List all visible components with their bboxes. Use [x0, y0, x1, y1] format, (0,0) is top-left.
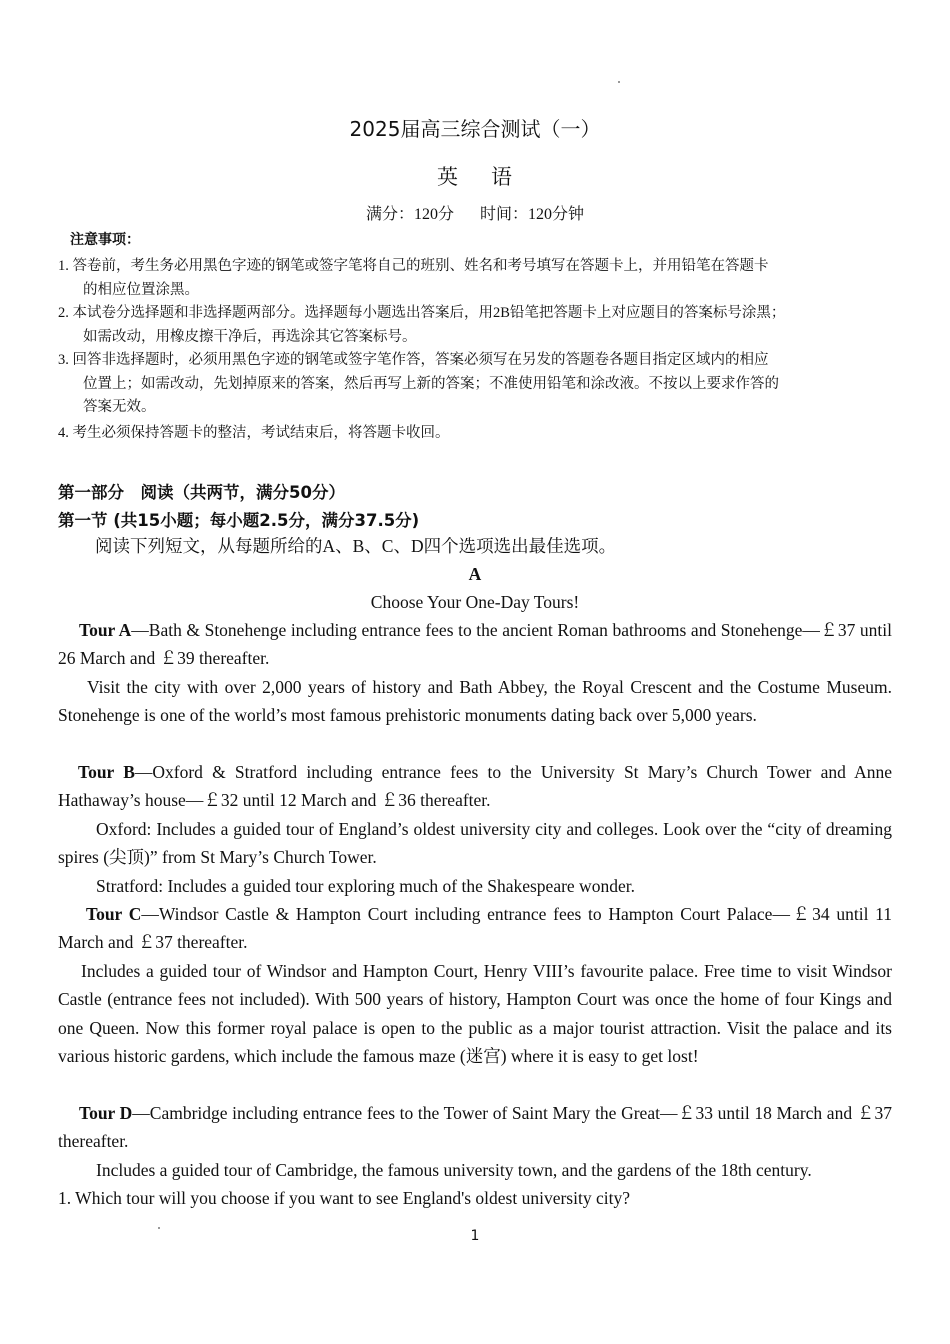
- tour-a-header: Tour A—Bath & Stonehenge including entrance fees to the ancient Roman bathrooms and Stonehenge—￡37 until 26 March and ￡39 thereafter.: [58, 620, 892, 669]
- notice-item-3: 3. 回答非选择题时，必须用黑色字迹的钢笔或签字笔作答，答案必须写在另发的答题卷各题目指定区域内的相应 位置上；如需改动，先划掉原来的答案，然后再写上新的答案；不准使用铅笔和涂改液。不按以上要求作答的 答案无效。: [58, 352, 779, 415]
- tour-a-name: Tour A: [79, 620, 132, 640]
- tour-d-header: Tour D—Cambridge including entrance fees to the Tower of Saint Mary the Great—￡33 until 18 March and ￡37 thereafter.: [58, 1103, 892, 1152]
- notice-item-2: 2. 本试卷分选择题和非选择题两部分。选择题每小题选出答案后，用2B铅笔把答题卡上对应题目的答案标号涂黑； 如需改动，用橡皮擦干净后，再选涂其它答案标号。: [58, 305, 786, 345]
- tour-b-name: Tour B: [78, 762, 135, 782]
- notice-title: 注意事项：: [70, 232, 140, 248]
- tour-a-body: Visit the city with over 2,000 years of history and Bath Abbey, the Royal Crescent and the Costume Museum. Stonehenge is one of the world’s most famous prehistoric monuments dating back over 5,000 years.: [58, 677, 892, 726]
- tour-b-oxford: Oxford: Includes a guided tour of England’s oldest university city and colleges. Look over the “city of dreaming spires (尖顶)” from St Mary’s Church Tower.: [58, 819, 892, 868]
- tour-c-name: Tour C: [86, 904, 142, 924]
- subject-char-1: 英: [437, 165, 459, 189]
- page-number: 1: [470, 1228, 480, 1244]
- tour-b-stratford: Stratford: Includes a guided tour exploring much of the Shakespeare wonder.: [96, 876, 635, 896]
- passage-label: A: [468, 564, 482, 584]
- passage-title: Choose Your One-Day Tours!: [370, 592, 580, 612]
- tour-c-header: Tour C—Windsor Castle & Hampton Court including entrance fees to Hampton Court Palace—￡34 until 11 March and ￡37 thereafter.: [58, 904, 892, 953]
- instruction: 阅读下列短文，从每题所给的A、B、C、D四个选项选出最佳选项。: [95, 536, 617, 556]
- notice-item-1: 1. 答卷前，考生务必用黑色字迹的钢笔或签字笔将自己的班别、姓名和考号填写在答题卡上，并用铅笔在答题卡 的相应位置涂黑。: [58, 258, 769, 298]
- exam-title: 2025届高三综合测试（一）: [349, 117, 601, 141]
- exam-meta: [0, 201, 950, 224]
- scan-dot: [618, 81, 620, 83]
- tour-d-name: Tour D: [79, 1103, 133, 1123]
- notice-item-4: 4. 考生必须保持答题卡的整洁，考试结束后，将答题卡收回。: [58, 425, 450, 441]
- tour-b-header: Tour B—Oxford & Stratford including entrance fees to the University St Mary’s Church Tower and Anne Hathaway’s house—￡32 until 12 March and ￡36 thereafter.: [58, 762, 892, 811]
- full-score: 满分：120分: [365, 206, 454, 223]
- section-heading: 第一节 (共15小题；每小题2.5分，满分37.5分): [58, 511, 420, 530]
- tour-c-body: Includes a guided tour of Windsor and Hampton Court, Henry VIII’s favourite palace. Free time to visit Windsor Castle (entrance fees not included). With 500 years of history, Hampton Court was once the home of four Kings and one Queen. Now this former royal palace is open to the public as a major tourist attraction. Visit the palace and its various historic gardens, which include the famous maze (迷宫) where it is easy to get lost!: [58, 961, 892, 1067]
- subject-heading: [0, 161, 950, 191]
- subject-char-2: 语: [491, 165, 513, 189]
- tour-d-body: Includes a guided tour of Cambridge, the famous university town, and the gardens of the 18th century.: [96, 1160, 812, 1180]
- exam-time: 时间：120分钟: [480, 206, 585, 223]
- part-heading: 第一部分 阅读（共两节，满分50分）: [58, 483, 345, 502]
- question-1: 1. Which tour will you choose if you want to see England's oldest university city?: [58, 1188, 630, 1208]
